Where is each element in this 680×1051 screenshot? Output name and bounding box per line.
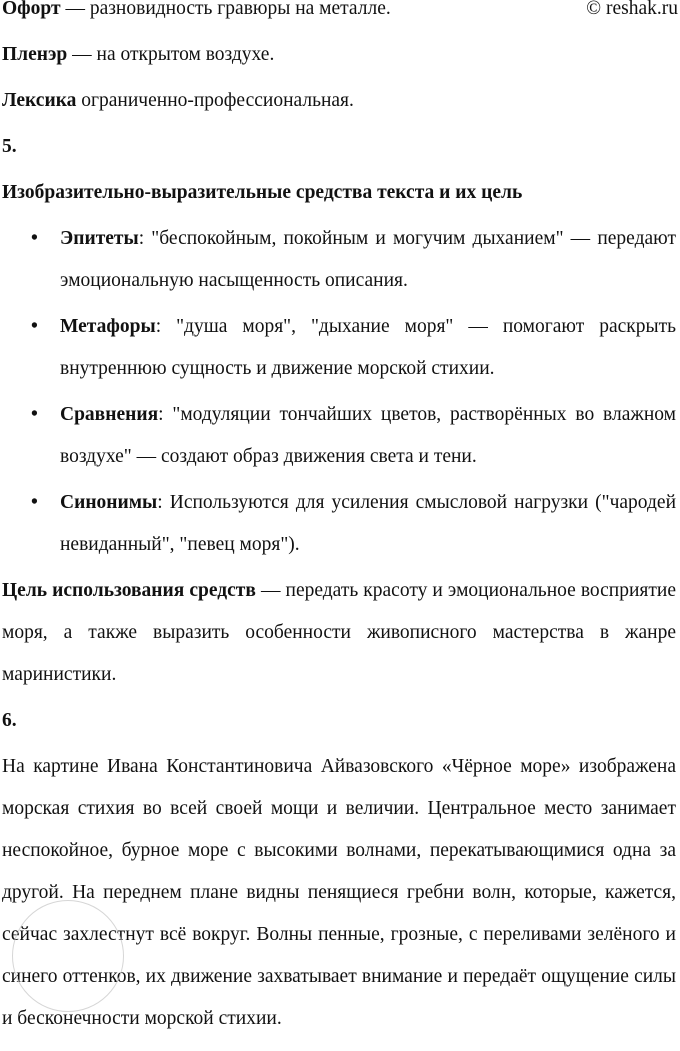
term: Пленэр [2,44,68,65]
term: Офорт [2,0,61,19]
goal-paragraph: Цель использования средств — передать красоту и эмоциональное восприятие моря, а также выразить особенности живописного мастерства в жанре маринистики. [2,580,676,685]
bullet-icon: • [31,404,38,425]
bullet-icon: • [31,316,38,337]
definition-plein-air: Пленэр — на открытом воздухе. [2,44,275,65]
section-number: 6. [2,710,17,731]
section-heading: Изобразительно-выразительные средства текста и их цель [2,182,523,203]
definition-lexicon: Лексика ограниченно-профессиональная. [2,90,354,111]
copyright-label: © reshak.ru [586,0,678,19]
list-item: • Эпитеты: "беспокойным, покойным и могучим дыханием" — передают эмоциональную насыщенность описания. [2,218,676,302]
term: Лексика [2,90,77,111]
bullet-icon: • [31,492,38,513]
list-item: • Синонимы: Используются для усиления смысловой нагрузки ("чародей невиданный", "певец моря"). [2,482,676,566]
bullet-icon: • [31,228,38,249]
definition-etching: Офорт — разновидность гравюры на металле. [2,0,391,19]
document-body [2,0,676,1044]
list-item: • Сравнения: "модуляции тончайших цветов, растворённых во влажном воздухе" — создают образ движения света и тени. [2,394,676,478]
list-item: • Метафоры: "душа моря", "дыхание моря" — помогают раскрыть внутреннюю сущность и движение морской стихии. [2,306,676,390]
painting-description: На картине Ивана Константиновича Айвазовского «Чёрное море» изображена морская стихия во всей своей мощи и величии. Центральное место занимает неспокойное, бурное море с высокими волнами, перекатывающимися одна за другой. На переднем плане видны пенящиеся гребни волн, которые, кажется, сейчас захлестнут всё вокруг. Волны пенные, грозные, с переливами зелёного и синего оттенков, их движение захватывает внимание и передаёт ощущение силы и бесконечности морской стихии. [2,756,676,1029]
header-row [2,0,676,30]
devices-list [2,218,676,566]
section-number: 5. [2,136,17,157]
